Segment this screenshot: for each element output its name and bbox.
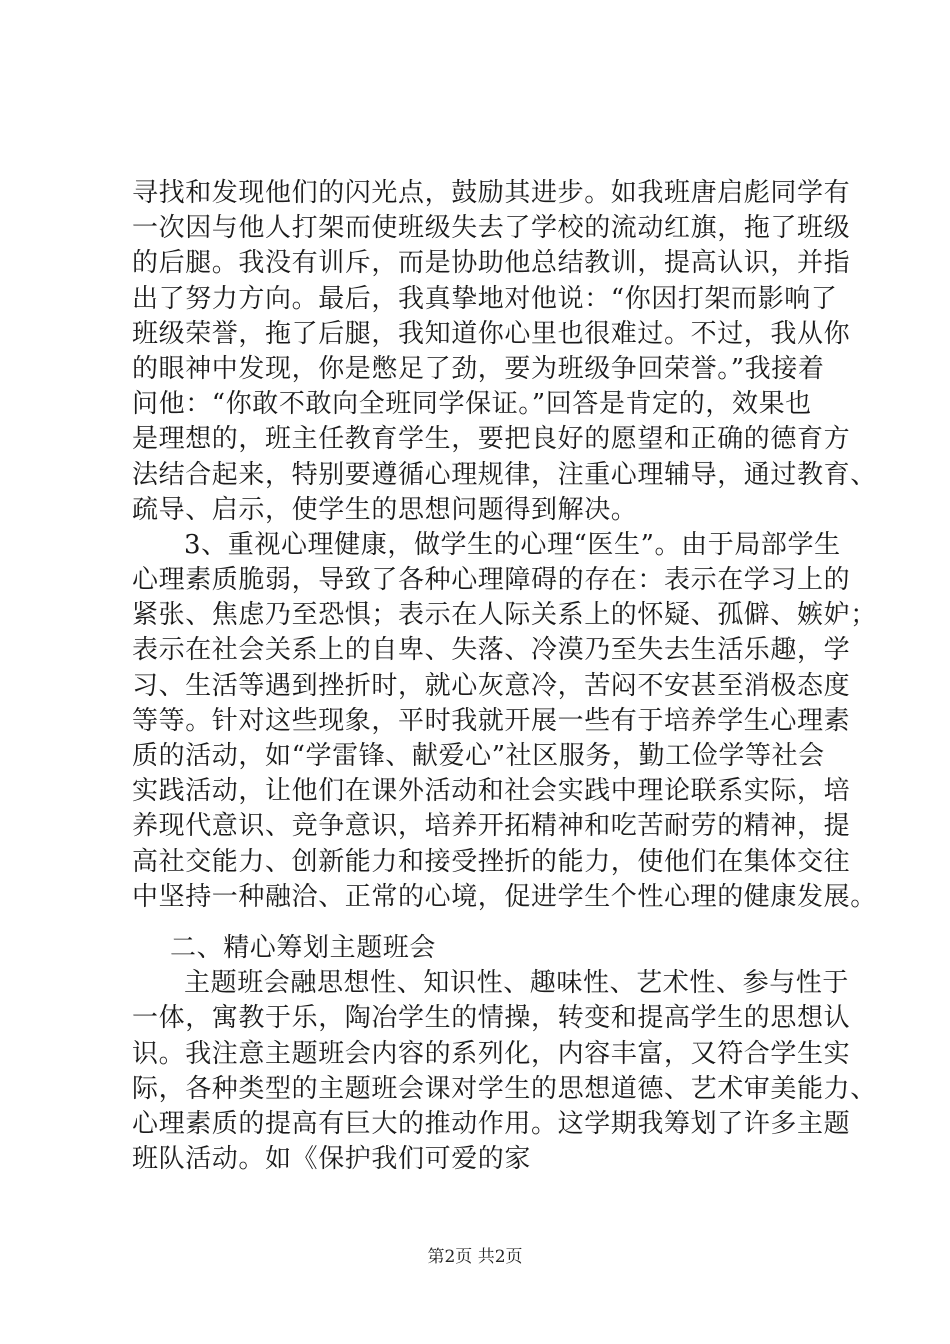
text-line: 高社交能力、创新能力和接受挫折的能力，使他们在集体交往: [132, 846, 851, 877]
text-line: 的后腿。我没有训斥，而是协助他总结教训，提高认识，并指: [132, 248, 851, 279]
paragraph-gap: [132, 915, 852, 931]
page-number-footer: 第2页 共2页: [427, 1247, 523, 1267]
text-line: 等等。针对这些现象，平时我就开展一些有于培养学生心理素: [132, 705, 851, 736]
text-line: 疏导、启示，使学生的思想问题得到解决。: [132, 494, 638, 525]
text-line: 紧张、焦虑乃至恐惧；表示在人际关系上的怀疑、孤僻、嫉妒；: [132, 600, 877, 631]
text-line: 实践活动，让他们在课外活动和社会实践中理论联系实际，培: [132, 776, 851, 807]
text-line: 班队活动。如《保护我们可爱的家: [132, 1144, 532, 1175]
text-line: 问他：“你敢不敢向全班同学保证。”回答是肯定的，效果也: [132, 389, 812, 420]
text-line: 识。我注意主题班会内容的系列化，内容丰富，又符合学生实: [132, 1038, 851, 1069]
text-line: 一体，寓教于乐，陶冶学生的情操，转变和提高学生的思想认: [132, 1003, 851, 1034]
text-line: 养现代意识、竞争意识，培养开拓精神和吃苦耐劳的精神，提: [132, 811, 851, 842]
text-line: 法结合起来，特别要遵循心理规律，注重心理辅导，通过教育、: [132, 459, 877, 490]
text-line: 心理素质的提高有巨大的推动作用。这学期我筹划了许多主题: [132, 1108, 851, 1139]
text-line: 表示在社会关系上的自卑、失落、冷漠乃至失去生活乐趣，学: [132, 635, 851, 666]
text-line: 心理素质脆弱，导致了各种心理障碍的存在：表示在学习上的: [132, 565, 851, 596]
text-line: 际，各种类型的主题班会课对学生的思想道德、艺术审美能力、: [132, 1073, 877, 1104]
paragraph-start-line: 主题班会融思想性、知识性、趣味性、艺术性、参与性于: [184, 968, 850, 999]
text-line: 质的活动，如“学雷锋、献爱心”社区服务，勤工俭学等社会: [132, 741, 825, 771]
section-heading: 二、精心筹划主题班会: [170, 932, 437, 963]
text-line: 一次因与他人打架而使班级失去了学校的流动红旗，拖了班级: [132, 213, 851, 244]
text-line: 寻找和发现他们的闪光点，鼓励其进步。如我班唐启彪同学有: [132, 178, 851, 208]
text-line: 班级荣誉，拖了后腿，我知道你心里也很难过。不过，我从你: [132, 318, 851, 349]
text-line: 的眼神中发现，你是憋足了劲，要为班级争回荣誉。”我接着: [132, 353, 825, 384]
text-line: 出了努力方向。最后，我真挚地对他说：“你因打架而影响了: [132, 283, 838, 314]
text-line: 中坚持一种融洽、正常的心境，促进学生个性心理的健康发展。: [132, 881, 877, 912]
text-line: 是理想的，班主任教育学生，要把良好的愿望和正确的德育方: [132, 424, 851, 455]
document-body: [132, 176, 877, 1177]
paragraph-start-line: 3、重视心理健康，做学生的心理“医生”。由于局部学生: [184, 529, 841, 560]
text-line: 习、生活等遇到挫折时，就心灰意冷，苦闷不安甚至消极态度: [132, 670, 851, 701]
